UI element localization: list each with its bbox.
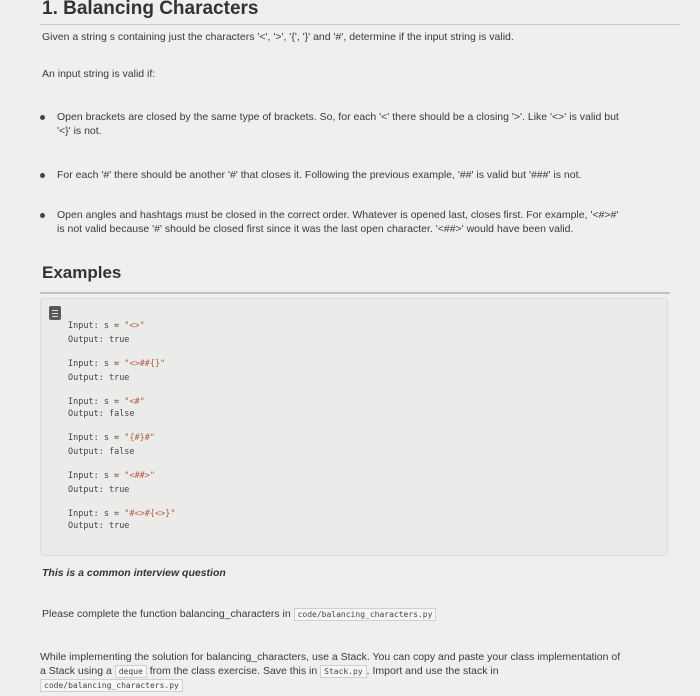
bullet-2-line-1: For each '#' there should be another '#' that closes it. Following the previous example, '##' is valid but '###' is not. bbox=[57, 169, 582, 181]
impl-line-3 bbox=[40, 679, 183, 692]
complete-instruction: Please complete the function balancing_characters in code/balancing_characters.py bbox=[42, 608, 436, 621]
example-2-input: Input: s = "<>##{}" bbox=[68, 359, 166, 369]
examples-divider bbox=[40, 292, 670, 294]
file-path-chip-2: code/balancing_characters.py bbox=[40, 679, 183, 692]
file-path-chip: code/balancing_characters.py bbox=[294, 608, 437, 621]
bullet-1-line-2: '<}' is not. bbox=[57, 125, 102, 137]
example-6-output: Output: true bbox=[68, 521, 130, 531]
example-4-input: Input: s = "{#}#" bbox=[68, 433, 156, 443]
bullet-dot bbox=[40, 213, 45, 218]
example-5-input: Input: s = "<##>" bbox=[68, 471, 156, 481]
valid-intro-text: An input string is valid if: bbox=[42, 68, 156, 80]
impl-line-2: a Stack using a deque from the class exercise. Save this in Stack.py . Import and use the stack in bbox=[40, 665, 499, 677]
impl-line-1: While implementing the solution for balancing_characters, use a Stack. You can copy and paste your class implementation of bbox=[40, 651, 621, 663]
stack-file-chip: Stack.py bbox=[320, 665, 367, 678]
bullet-3-line-2: is not valid because '#' should be closed first since it was the last open character. '<##>' would have been valid. bbox=[57, 223, 574, 235]
example-5-output: Output: true bbox=[68, 485, 130, 495]
clipboard-icon[interactable] bbox=[49, 306, 61, 320]
bullet-3-line-1: Open angles and hashtags must be closed in the correct order. Whatever is opened last, closes first. For example, '<#>#' bbox=[57, 209, 619, 221]
deque-chip: deque bbox=[115, 665, 147, 678]
example-3-input: Input: s = "<#" bbox=[68, 397, 145, 407]
common-question-note: This is a common interview question bbox=[42, 567, 226, 579]
example-2-output: Output: true bbox=[68, 373, 130, 383]
examples-heading: Examples bbox=[42, 263, 122, 282]
page-title: 1. Balancing Characters bbox=[42, 0, 259, 19]
bullet-1-line-1: Open brackets are closed by the same type of brackets. So, for each '<' there should be a closing '>'. Like '<>' is valid but bbox=[57, 111, 619, 123]
example-1-output: Output: true bbox=[68, 335, 130, 345]
example-1-input: Input: s = "<>" bbox=[68, 321, 145, 331]
bullet-dot bbox=[40, 173, 45, 178]
intro-text: Given a string s containing just the characters '<', '>', '{', '}' and '#', determine if the input string is valid. bbox=[42, 31, 514, 43]
example-4-output: Output: false bbox=[68, 447, 135, 457]
example-6-input: Input: s = "#<>#{<>}" bbox=[68, 509, 176, 519]
title-divider bbox=[40, 24, 680, 25]
example-3-output: Output: false bbox=[68, 409, 135, 419]
bullet-dot bbox=[40, 115, 45, 120]
